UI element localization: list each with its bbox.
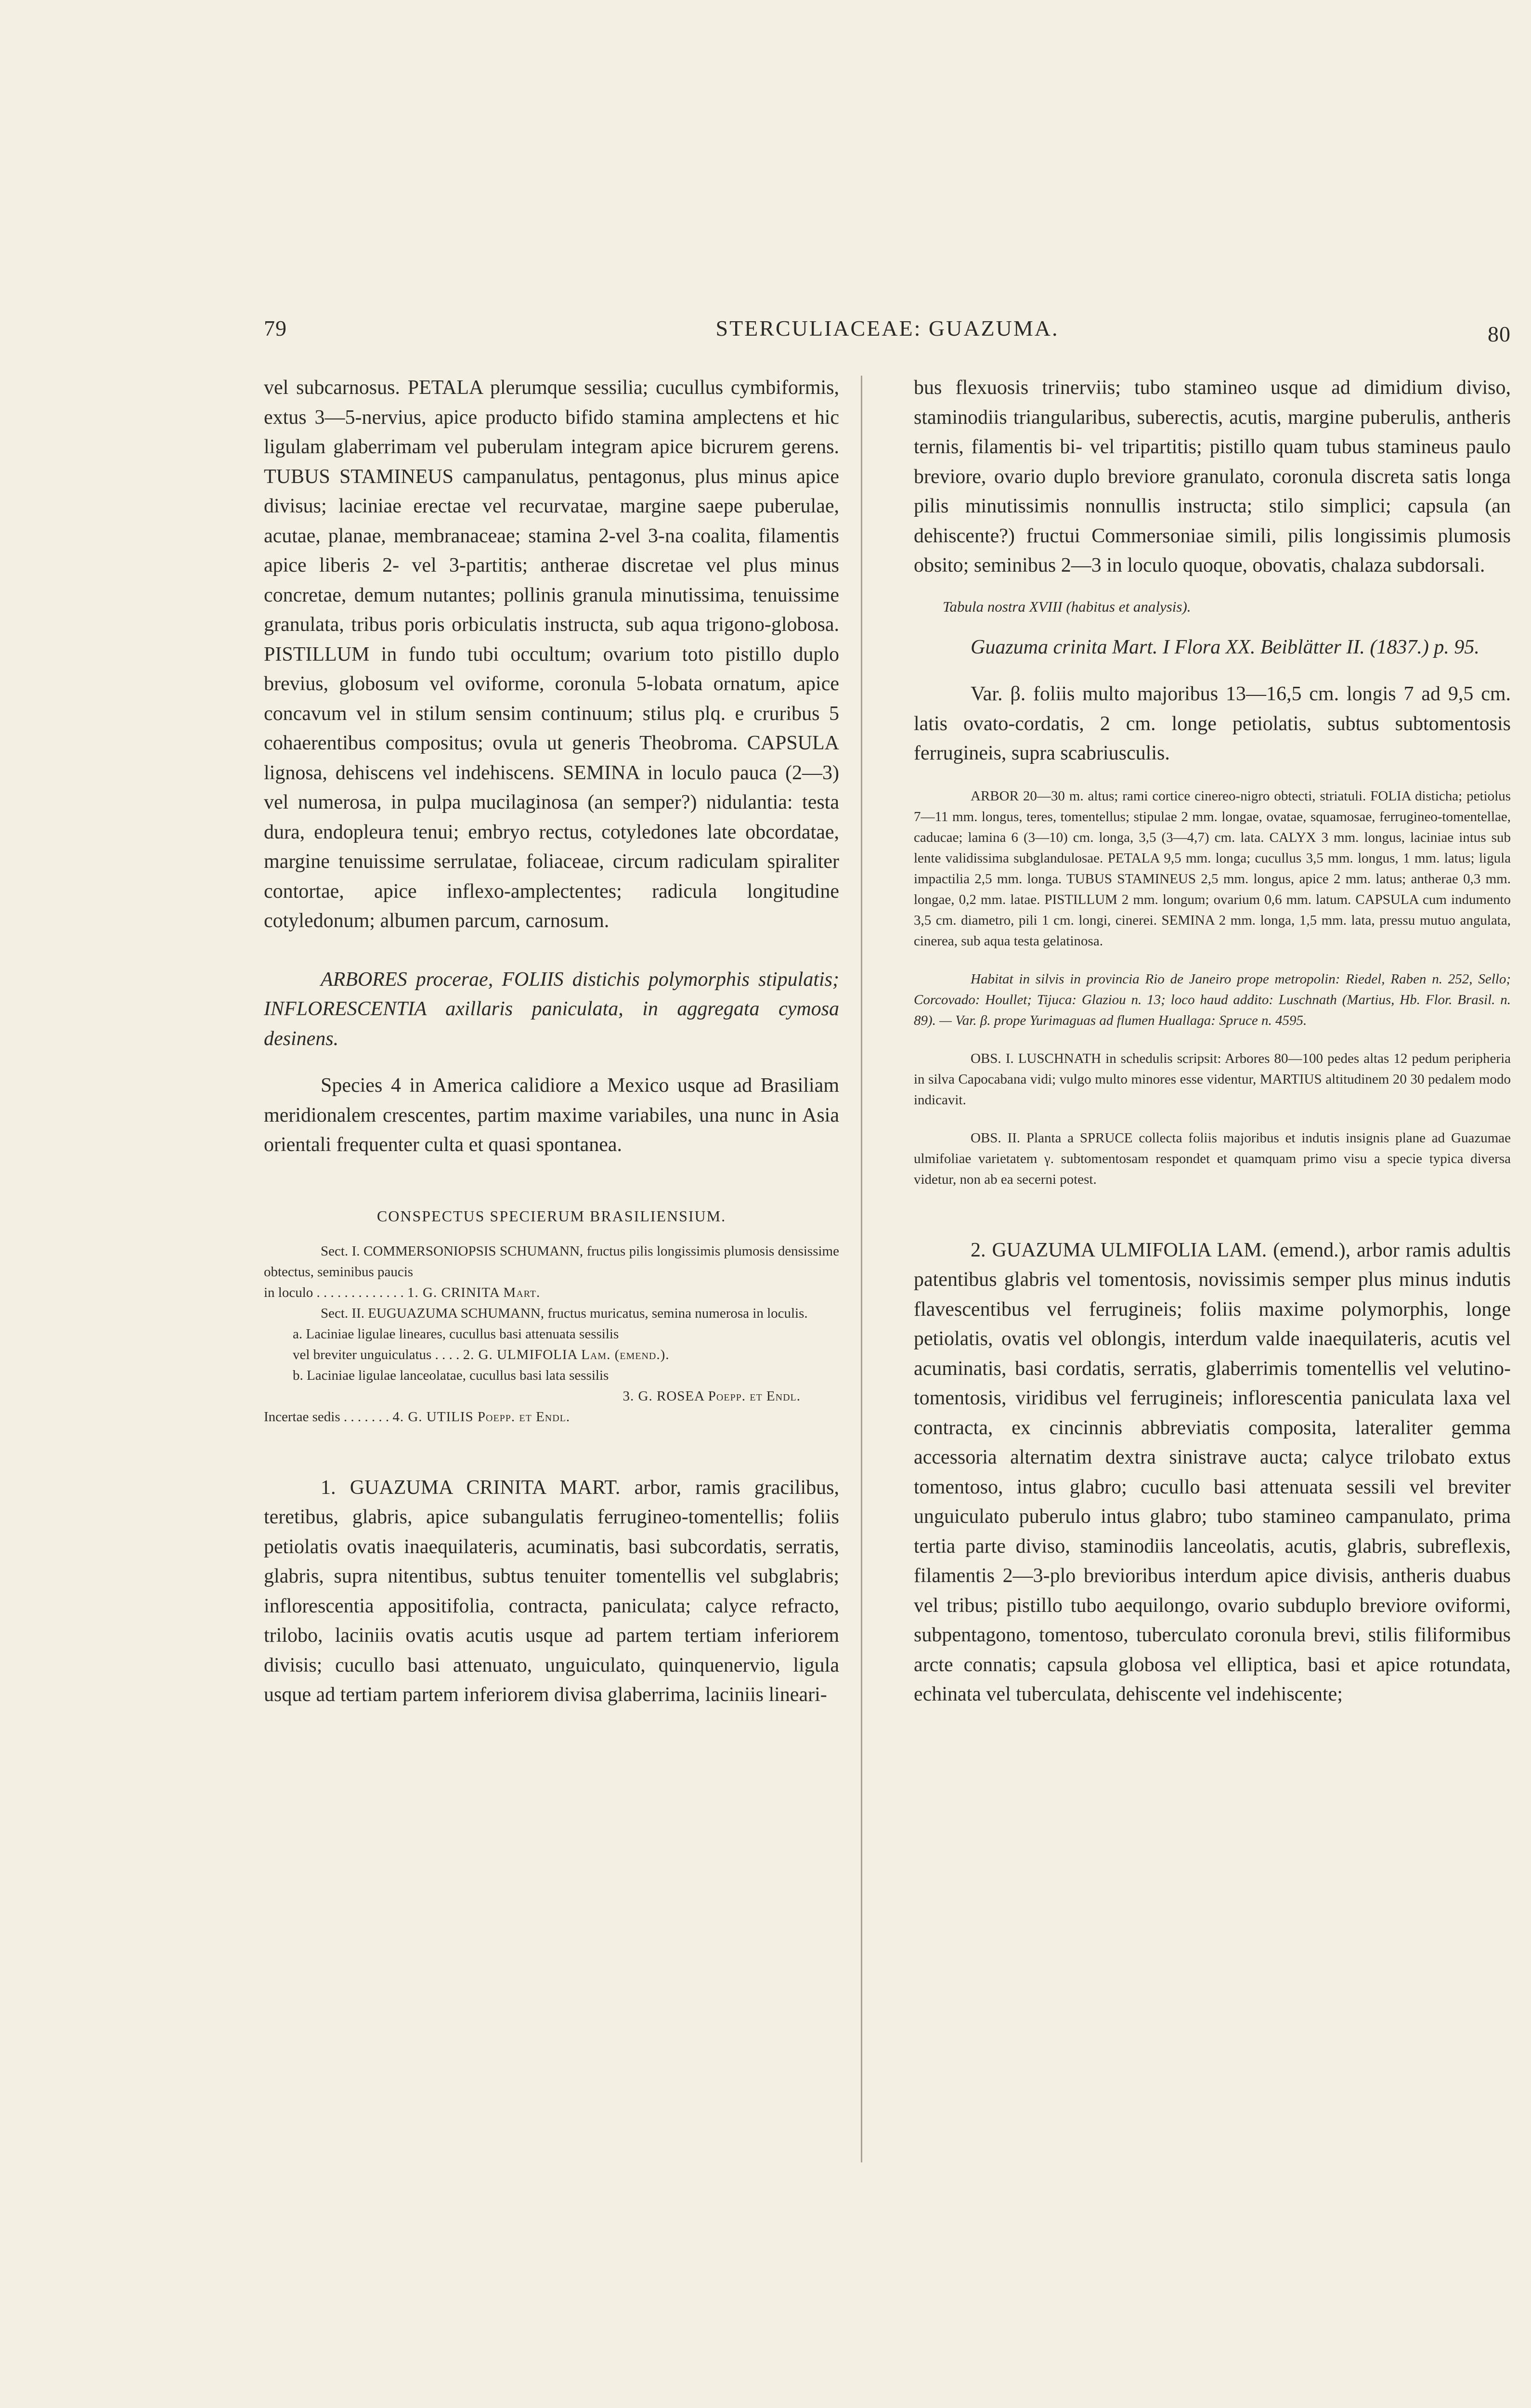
plate-reference: Tabula nostra XVIII (habitus et analysis). xyxy=(943,598,1191,615)
right-column xyxy=(914,373,1511,1710)
conspectus-sect1-line: in loculo . . . . . . . . . . . . . 1. G. CRINITA Mart. xyxy=(264,1284,541,1300)
conspectus-a: a. Laciniae ligulae lineares, cucullus basi attenuata sessilis xyxy=(293,1326,619,1342)
species-1-diagnosis-cont: bus flexuosis trinerviis; tubo stamineo usque ad dimidium diviso, staminodiis triangularibus, suberectis, acutis, margine puberulis, antheris ternis, filamentis bi- vel tripartitis; pistillo quam tubus stamineus paulo breviore, ovario duplo breviore granulato, coronula discreta satis longa pilis minutissimis nonnullis instructa; stilo simplici; capsula (an dehiscente?) fructui Commersoniae simili, pilis longissimis plumosis obsito; seminibus 2—3 in loculo quoque, obovatis, chalaza subdorsali. xyxy=(914,377,1511,576)
page-number-left: 79 xyxy=(264,316,287,340)
conspectus-title: CONSPECTUS SPECIERUM BRASILIENSIUM. xyxy=(376,1207,727,1225)
habit-paragraph: ARBORES procerae, FOLIIS distichis polymorphis stipulatis; INFLORESCENTIA axillaris paniculata, in aggregata cymosa desinens. xyxy=(264,968,839,1050)
distribution-paragraph: Species 4 in America calidiore a Mexico usque ad Brasiliam meridionalem crescentes, partim maxime variabiles, una nunc in Asia orientali frequenter culta et quasi spontanea. xyxy=(264,1074,839,1156)
habitat: Habitat in silvis in provincia Rio de Janeiro prope metropolin: Riedel, Raben n. 252, Sello; Corcovado: Houllet; Tijuca: Glaziou n. 13; loco haud addito: Luschnath (Martius, Hb. Flor. Brasil. n. 89). — Var. β. prope Yurimaguas ad flumen Huallaga: Spruce n. 4595. xyxy=(914,971,1511,1028)
species-1-diagnosis: 1. GUAZUMA CRINITA MART. arbor, ramis gracilibus, teretibus, glabris, apice subangulatis ferrugineo-tomentellis; foliis petiolatis ovatis inaequilateris, acuminatis, basi subcordatis, serratis, glabris, supra nitentibus, subtus tenuiter tomentellis vel subglabris; inflorescentia appositifolia, contracta, paniculata; calyce refracto, trilobo, laciniis ovatis acutis usque ad partem tertiam inferiorem divisis; cucullo basi attenuato, unguiculato, quinquenervio, ligula usque ad tertiam partem inferiorem divisa glaberrima, laciniis lineari- xyxy=(264,1476,839,1706)
conspectus-sect2: Sect. II. EUGUAZUMA SCHUMANN, fructus muricatus, semina numerosa in loculis. xyxy=(321,1305,808,1321)
genus-description: vel subcarnosus. PETALA plerumque sessilia; cucullus cymbiformis, extus 3—5-nervius, apice producto bifido stamina amplectens et hic ligulam glaberrimam vel puberulam integram apice bicrurem gerens. TUBUS STAMINEUS campanulatus, pentagonus, plus minus apice divisus; laciniae erectae vel recurvatae, margine saepe puberulae, acutae, planae, membranaceae; stamina 2-vel 3-na coalita, filamentis apice liberis 2- vel 3-partitis; antherae discretae vel plus minus concretae, demum nutantes; pollinis granula minutissima, tenuissime granulata, tribus poris orbiculatis instructa, sub aqua trigono-globosa. PISTILLUM in fundo tubi occultum; ovarium toto pistillo duplo brevius, globosum vel oviforme, coronula 5-lobata ornatum, apice concavum vel in stilum sensim continuum; stilus plq. e cruribus 5 cohaerentibus compositus; ovula ut generis Theobroma. CAPSULA lignosa, dehiscens vel indehiscens. SEMINA in loculo pauca (2—3) vel numerosa, in pulpa mucilaginosa (an semper?) nidulantia: testa dura, endopleura tenui; embryo rectus, cotyledones late obcordatae, margine tenuissime serrulatae, foliaceae, circum radiculam spiraliter contortae, apice inflexo-amplectentes; radicula longitudine cotyledonum; albumen parcum, carnosum. xyxy=(264,377,839,932)
observation-1: OBS. I. LUSCHNATH in schedulis scripsit: Arbores 80—100 pedes altas 12 pedum peripheria in silva Capocabana vidi; vulgo multo minores esse videntur, MARTIUS altitudinem 20 30 pedalem modo indicavit. xyxy=(914,1050,1511,1108)
column-divider xyxy=(861,376,862,2162)
conspectus xyxy=(264,1206,839,1427)
page-header xyxy=(264,315,1511,349)
conspectus-b-species: 3. G. ROSEA Poepp. et Endl. xyxy=(623,1388,801,1404)
conspectus-incertae: Incertae sedis . . . . . . . 4. G. UTILIS Poepp. et Endl. xyxy=(264,1409,571,1425)
observation-2: OBS. II. Planta a SPRUCE collecta foliis majoribus et indutis insignis plane ad Guazumae ulmifoliae varietatem γ. subtomentosam respondet et quamquam primo visu a specie typica diversa videtur, non ab ea secerni potest. xyxy=(914,1130,1511,1187)
running-title: STERCULIACEAE: GUAZUMA. xyxy=(715,316,1059,340)
conspectus-a-line2: vel breviter unguiculatus . . . . 2. G. ULMIFOLIA Lam. (emend.). xyxy=(293,1347,670,1362)
species-1-description: ARBOR 20—30 m. altus; rami cortice cinereo-nigro obtecti, striatuli. FOLIA disticha; petiolus 7—11 mm. longus, teres, tomentellus; stipulae 2 mm. longae, ovatae, squamosae, ferrugineo-tomentellae, caducae; lamina 6 (3—10) cm. longa, 3,5 (3—4,7) cm. lata. CALYX 3 mm. longus, laciniae intus sub lente validissima subglandulosae. PETALA 9,5 mm. longa; cucullus 3,5 mm. longus, 1 mm. latus; ligula impactilia 2,5 mm. longa. TUBUS STAMINEUS 2,5 mm. longus, apice 2 mm. latus; antherae 0,3 mm. longae, 0,2 mm. latae. PISTILLUM 2 mm. longum; ovarium 0,6 mm. latum. CAPSULA cum indumento 3,5 cm. diametro, pili 1 cm. longi, cinerei. SEMINA 2 mm. longa, 1,5 mm. lata, pressu mutuo angulata, cinerea, sub aqua testa gelatinosa. xyxy=(914,788,1511,949)
left-column xyxy=(264,373,839,1710)
citation: Guazuma crinita Mart. I Flora XX. Beiblätter II. (1837.) p. 95. xyxy=(971,636,1479,658)
variety-beta: Var. β. foliis multo majoribus 13—16,5 cm. longis 7 ad 9,5 cm. latis ovato-cordatis, 2 cm. longe petiolatis, subtus subtomentosis ferrugineis, supra scabriusculis. xyxy=(914,683,1511,764)
species-2-diagnosis: 2. GUAZUMA ULMIFOLIA LAM. (emend.), arbor ramis adultis patentibus glabris vel tomentosis, novissimis semper plus minus indutis flavescentibus vel ferrugineis; foliis maxime polymorphis, longe petiolatis, ovatis vel oblongis, interdum valde inaequilateris, acutis vel acuminatis, basi cordatis, serratis, glaberrimis tomentellis vel velutino-tomentosis, viridibus vel ferrugineis; inflorescentia paniculata laxa vel contracta, ex cincinnis abbreviatis composita, lateraliter gemma accessoria alternatim dextra sinistrave aucta; calyce trilobato extus tomentoso, intus glabro; cucullo basi attenuata sessili vel breviter unguiculato puberulo intus glabro; tubo stamineo campanulato, prima tertia parte diviso, staminodiis lanceolatis, acutis, glabris, subreflexis, filamentis 2—3-plo brevioribus interdum apice divisis, antheris duabus vel tribus; pistillo tubo aequilongo, ovario subduplo breviore oviformi, subpentagono, tomentoso, tuberculato coronula brevi, stilis filiformibus arcte connatis; capsula globosa vel elliptica, basi et apice rotundata, echinata vel tuberculata, dehiscente vel indehiscente; xyxy=(914,1239,1511,1705)
conspectus-b: b. Laciniae ligulae lanceolatae, cucullus basi lata sessilis xyxy=(293,1367,609,1383)
page-number-right: 80 xyxy=(1488,322,1511,346)
conspectus-sect1: Sect. I. COMMERSONIOPSIS SCHUMANN, fructus pilis longissimis plumosis densissime obtectus, seminibus paucis xyxy=(264,1243,839,1280)
